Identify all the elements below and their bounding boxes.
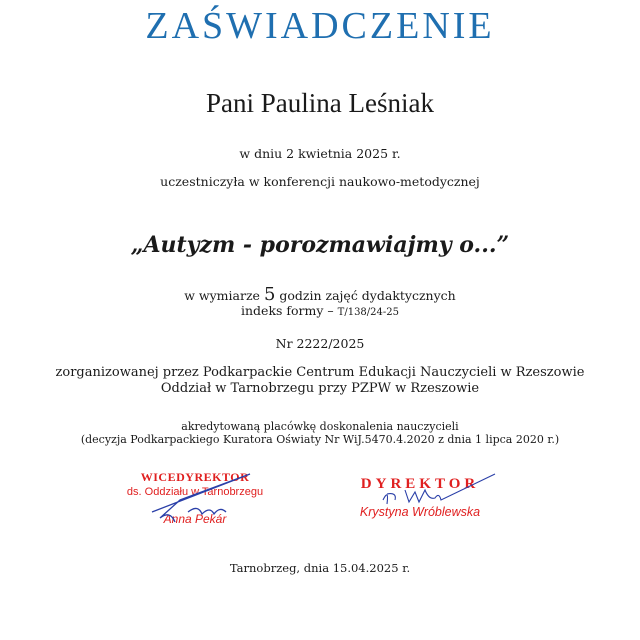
organizer-line-2: Oddział w Tarnobrzegu przy PZPW w Rzeszowie	[160, 381, 480, 396]
place-and-date: Tarnobrzeg, dnia 15.04.2025 r.	[229, 561, 411, 575]
event-date: w dniu 2 kwietnia 2025 r.	[239, 146, 401, 161]
hours-prefix: w wymiarze	[184, 288, 260, 303]
organizer-line-1: zorganizowanej przez Podkarpackie Centrum Edukacji Nauczycieli w Rzeszowie	[55, 365, 585, 380]
index-label: indeks formy –	[241, 303, 334, 318]
signature-vice-director	[105, 470, 285, 526]
signature-name: Anna Pekár	[163, 512, 227, 526]
conference-title: „Autyzm - porozmawiajmy o...”	[130, 232, 510, 258]
index-value: T/138/24-25	[337, 307, 399, 318]
accreditation-line-2: (decyzja Podkarpackiego Kuratora Oświaty Nr WiJ.5470.4.2020 z dnia 1 lipca 2020 r.)	[80, 433, 560, 446]
hours-suffix: godzin zajęć dydaktycznych	[279, 288, 456, 303]
hours-count: 5	[263, 284, 276, 305]
signature-name: Krystyna Wróblewska	[359, 505, 481, 519]
signature-role: DYREKTOR	[360, 476, 480, 492]
document-title: ZAŚWIADCZENIE	[145, 5, 495, 47]
signature-director	[345, 476, 495, 519]
participation-text: uczestniczyła w konferencji naukowo-metodycznej	[160, 174, 480, 189]
accreditation-line-1: akredytowaną placówkę doskonalenia nauczycieli	[181, 420, 459, 433]
signature-role: WICEDYREKTOR	[140, 470, 250, 484]
hours-line	[0, 284, 640, 305]
signature-department: ds. Oddziału w Tarnobrzegu	[126, 486, 264, 498]
recipient-name: Pani Paulina Leśniak	[206, 88, 434, 118]
certificate-number: Nr 2222/2025	[275, 336, 365, 351]
index-line	[0, 303, 640, 318]
